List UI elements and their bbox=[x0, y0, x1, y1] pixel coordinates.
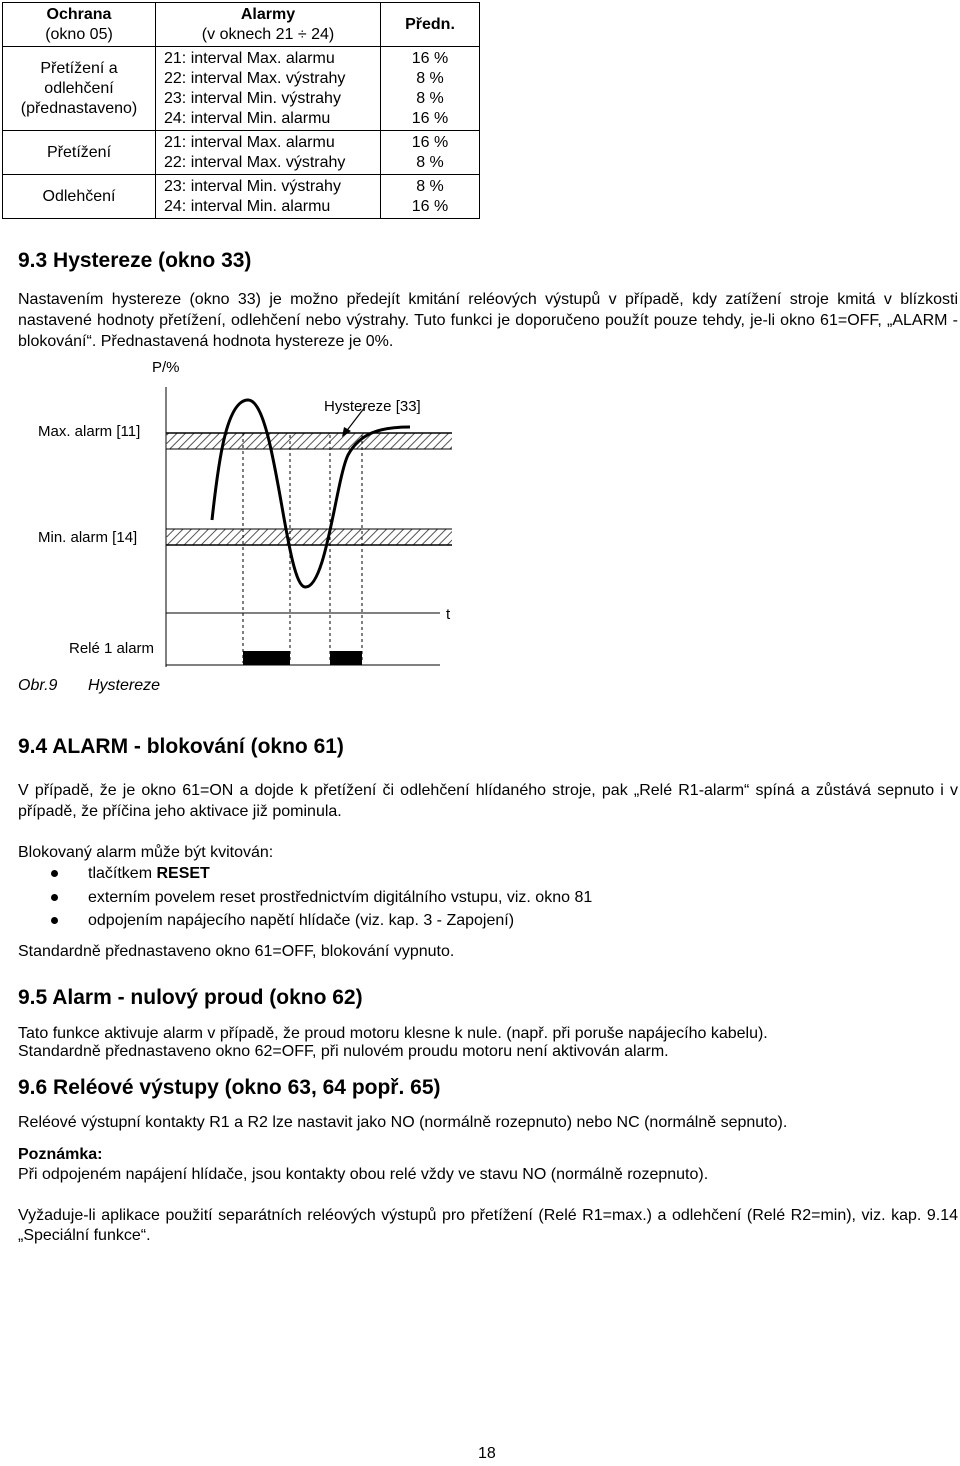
header-protection-title: Ochrana bbox=[46, 5, 112, 23]
signal-curve bbox=[212, 400, 410, 587]
header-alarms bbox=[156, 3, 381, 47]
figure-caption-text: Hystereze bbox=[88, 677, 161, 694]
section-9-5-line1: Tato funkce aktivuje alarm v případě, že proud motoru klesne k nule. (např. při poruše napájecího kabelu). bbox=[18, 1025, 768, 1042]
section-9-4-paragraph: V případě, že je okno 61=ON a dojde k přetížení či odlehčení hlídaného stroje, pak „Relé R1-alarm“ spíná a zůstává sepnuto i v případě, že příčina jeho aktivace již pominula. bbox=[18, 782, 958, 820]
page-number: 18 bbox=[478, 1445, 496, 1462]
cell-alarms bbox=[156, 131, 381, 175]
max-alarm-band bbox=[166, 433, 452, 449]
header-alarms-sub: (v oknech 21 ÷ 24) bbox=[201, 25, 335, 43]
cell-text: 16 % bbox=[411, 49, 449, 67]
header-default bbox=[381, 3, 480, 47]
section-9-5-heading: 9.5 Alarm - nulový proud (okno 62) bbox=[18, 986, 363, 1009]
section-9-4-intro: Blokovaný alarm může být kvitován: bbox=[18, 844, 274, 861]
min-alarm-label: Min. alarm [14] bbox=[38, 529, 138, 546]
bullet-text: tlačítkem bbox=[88, 865, 157, 882]
bullet-item bbox=[88, 864, 210, 884]
relay-label: Relé 1 alarm bbox=[69, 640, 155, 657]
relay-pulse bbox=[330, 651, 362, 665]
cell-text: 23: interval Min. výstrahy bbox=[164, 177, 341, 195]
bullet-dot bbox=[51, 917, 58, 924]
table-header-row bbox=[3, 3, 480, 47]
header-protection-sub: (okno 05) bbox=[45, 25, 113, 43]
section-9-5-line2: Standardně přednastaveno okno 62=OFF, při nulovém proudu motoru není aktivován alarm. bbox=[18, 1043, 669, 1060]
section-9-6-paragraph: Vyžaduje-li aplikace použití separátních reléových výstupů pro přetížení (Relé R1=max.) a odlehčení (Relé R2=min), viz. kap. 9.14 „Speciální funkce“. bbox=[18, 1207, 958, 1244]
cell-alarms bbox=[156, 175, 381, 219]
bullet-bold-text: RESET bbox=[156, 865, 210, 882]
section-9-6-line1: Reléové výstupní kontakty R1 a R2 lze nastavit jako NO (normálně rozepnuto) nebo NC (normálně sepnuto). bbox=[18, 1114, 788, 1131]
cell-text: 8 % bbox=[416, 89, 444, 107]
t-axis-label: t bbox=[446, 606, 451, 623]
cell-defaults bbox=[381, 175, 480, 219]
note-label: Poznámka: bbox=[18, 1146, 103, 1163]
bullet-dot bbox=[51, 894, 58, 901]
cell-text: Přetížení a bbox=[40, 59, 118, 77]
cell-text: 8 % bbox=[416, 69, 444, 87]
bullet-item: odpojením napájecího napětí hlídače (viz. kap. 3 - Zapojení) bbox=[88, 912, 515, 929]
y-axis-label: P/% bbox=[152, 359, 180, 376]
cell-text: Odlehčení bbox=[42, 187, 116, 205]
cell-alarms bbox=[156, 47, 381, 131]
cell-text: Přetížení bbox=[46, 143, 112, 161]
cell-text: odlehčení bbox=[44, 79, 114, 97]
cell-text: 23: interval Min. výstrahy bbox=[164, 89, 341, 107]
section-9-4-heading: 9.4 ALARM - blokování (okno 61) bbox=[18, 735, 344, 758]
cell-text: 21: interval Max. alarmu bbox=[164, 133, 335, 151]
cell-protection bbox=[3, 175, 156, 219]
min-alarm-band bbox=[166, 529, 452, 545]
cell-text: 16 % bbox=[411, 133, 449, 151]
max-alarm-label: Max. alarm [11] bbox=[38, 423, 141, 440]
cell-defaults bbox=[381, 131, 480, 175]
cell-text: 24: interval Min. alarmu bbox=[164, 197, 331, 215]
cell-protection bbox=[3, 131, 156, 175]
header-default-title: Předn. bbox=[405, 15, 455, 33]
cell-text: (přednastaveno) bbox=[20, 99, 138, 117]
bullet-dot bbox=[51, 870, 58, 877]
protection-table bbox=[2, 2, 480, 219]
table-row bbox=[3, 47, 480, 131]
section-9-4-closing: Standardně přednastaveno okno 61=OFF, blokování vypnuto. bbox=[18, 943, 455, 960]
section-9-6-heading: 9.6 Reléové výstupy (okno 63, 64 popř. 65) bbox=[18, 1076, 441, 1099]
cell-defaults bbox=[381, 47, 480, 131]
cell-text: 22: interval Max. výstrahy bbox=[164, 69, 346, 87]
cell-text: 22: interval Max. výstrahy bbox=[164, 153, 346, 171]
hysteresis-label: Hystereze [33] bbox=[324, 398, 421, 415]
table-row bbox=[3, 175, 480, 219]
section-9-3-heading: 9.3 Hystereze (okno 33) bbox=[18, 249, 252, 272]
relay-pulse bbox=[243, 651, 290, 665]
cell-text: 16 % bbox=[411, 197, 449, 215]
cell-text: 24: interval Min. alarmu bbox=[164, 109, 331, 127]
figure-caption-number: Obr.9 bbox=[18, 677, 58, 694]
cell-text: 8 % bbox=[416, 153, 444, 171]
bullet-item: externím povelem reset prostřednictvím digitálního vstupu, viz. okno 81 bbox=[88, 889, 593, 906]
header-alarms-title: Alarmy bbox=[240, 5, 296, 23]
cell-protection bbox=[3, 47, 156, 131]
note-text: Při odpojeném napájení hlídače, jsou kontakty obou relé vždy ve stavu NO (normálně rozepnuto). bbox=[18, 1166, 709, 1183]
cell-text: 16 % bbox=[411, 109, 449, 127]
cell-text: 21: interval Max. alarmu bbox=[164, 49, 335, 67]
header-protection bbox=[3, 3, 156, 47]
table-row bbox=[3, 131, 480, 175]
section-9-3-paragraph: Nastavením hystereze (okno 33) je možno předejít kmitání reléových výstupů v případě, kdy zatížení stroje kmitá v blízkosti nastavené hodnoty přetížení, odlehčení nebo výstrahy. Tuto funkci je doporučeno použít pouze tehdy, je-li okno 61=OFF, „ALARM - blokování“. Přednastavená hodnota hystereze je 0%. bbox=[18, 291, 958, 350]
cell-text: 8 % bbox=[416, 177, 444, 195]
